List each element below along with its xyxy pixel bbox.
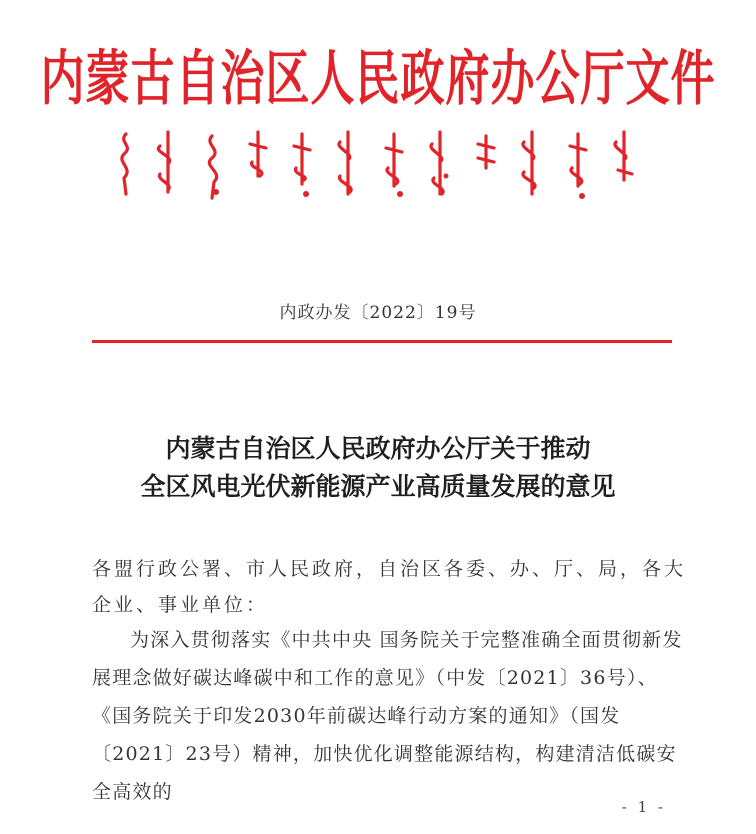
salutation: 各盟行政公署、市人民政府，自治区各委、办、厅、局，各大企业、事业单位： (92, 558, 687, 616)
document-title-line-1: 内蒙古自治区人民政府办公厅关于推动 (165, 434, 591, 463)
document-number: 内政办发〔2022〕19号 (279, 303, 477, 323)
document-title-line-2: 全区风电光伏新能源产业高质量发展的意见 (140, 472, 616, 501)
document-title (0, 430, 756, 506)
body-paragraph: 为深入贯彻落实《中共中央 国务院关于完整准确全面贯彻新发展理念做好碳达峰碳中和工作的意见》（中发〔2021〕36号）、《国务院关于印发2030年前碳达峰行动方案的通知》（国发〔2021〕23号）精神，加快优化调整能源结构，构建清洁低碳安全高效的 (92, 629, 683, 803)
mongolian-script-header-icon (112, 128, 652, 204)
red-separator-line (92, 340, 672, 343)
page-number: - 1 - (621, 798, 666, 816)
document-issuer-header: 内蒙古自治区人民政府办公厅文件 (40, 44, 716, 114)
